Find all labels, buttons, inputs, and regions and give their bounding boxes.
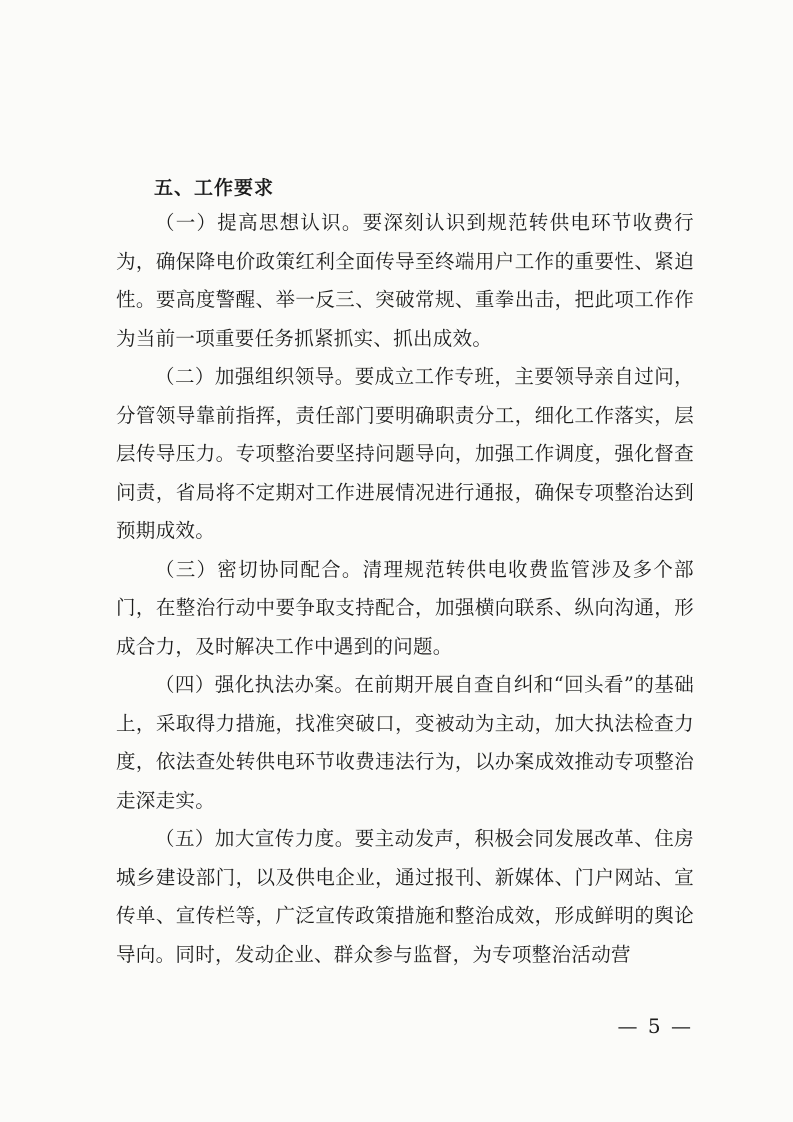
paragraph-2-body: 要成立工作专班，主要领导亲自过问，分管领导靠前指挥，责任部门要明确职责分工，细化工作落实，层层传导压力。专项整治要坚持问题导向，加强工作调度，强化督查问责，省局将不定期对工作进展情况进行通报，确保专项整治达到预期成效。 xyxy=(116,365,694,542)
paragraph-4 xyxy=(116,666,694,820)
paragraph-1-lead: （一）提高思想认识。 xyxy=(155,211,363,234)
paragraph-2 xyxy=(116,358,694,551)
paragraph-3 xyxy=(116,551,694,667)
paragraph-5 xyxy=(116,820,694,974)
paragraph-1 xyxy=(116,204,694,358)
paragraph-2-lead: （二）加强组织领导。 xyxy=(155,365,355,388)
document-body xyxy=(116,172,694,974)
paragraph-1-body: 要深刻认识到规范转供电环节收费行为，确保降电价政策红利全面传导至终端用户工作的重要性、紧迫性。要高度警醒、举一反三、突破常规、重拳出击，把此项工作作为当前一项重要任务抓紧抓实、抓出成效。 xyxy=(116,211,694,350)
paragraph-3-lead: （三）密切协同配合。 xyxy=(155,557,363,581)
paragraph-4-lead: （四）强化执法办案。 xyxy=(155,673,355,696)
paragraph-5-lead: （五）加大宣传力度。 xyxy=(155,827,355,850)
paragraph-4-body: 在前期开展自查自纠和“回头看”的基础上，采取得力措施，找准突破口，变被动为主动，加大执法检查力度，依法查处转供电环节收费违法行为，以办案成效推动专项整治走深走实。 xyxy=(116,673,694,812)
page-number: — 5 — xyxy=(617,1014,693,1038)
paragraph-5-body: 要主动发声，积极会同发展改革、住房城乡建设部门，以及供电企业，通过报刊、新媒体、门户网站、宣传单、宣传栏等，广泛宣传政策措施和整治成效，形成鲜明的舆论导向。同时，发动企业、群众参与监督，为专项整治活动营 xyxy=(116,827,694,966)
paragraph-3-body: 清理规范转供电收费监管涉及多个部门，在整治行动中要争取支持配合，加强横向联系、纵向沟通，形成合力，及时解决工作中遇到的问题。 xyxy=(116,557,694,658)
section-title: 五、工作要求 xyxy=(154,177,275,199)
